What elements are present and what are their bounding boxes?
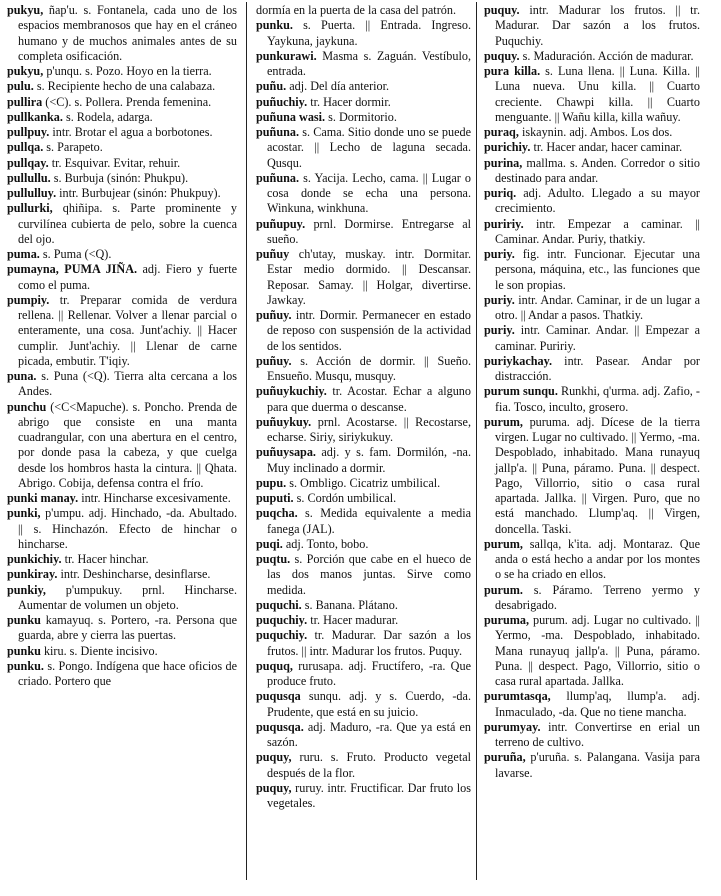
entry-headword: punchu — [7, 399, 47, 414]
dictionary-entry — [484, 537, 700, 583]
dictionary-entry — [7, 64, 237, 79]
entry-headword: punki, — [7, 506, 41, 521]
dictionary-entry — [7, 491, 237, 506]
column-2 — [256, 3, 471, 811]
entry-definition: s. Medida equivalente a media fanega (JAL). — [267, 506, 471, 536]
entry-headword: punki manay. — [7, 491, 79, 505]
entry-definition: s. Porción que cabe en el hueco de las dos manos juntas. Sirve como medida. — [267, 552, 471, 597]
entry-headword: punkichiy. — [7, 552, 62, 566]
dictionary-entry — [256, 720, 471, 751]
entry-headword: puquchi. — [256, 597, 302, 612]
dictionary-entry — [256, 217, 471, 248]
entry-definition: s. Yacija. Lecho, cama. || Lugar o cosa donde se echa una persona. Winkuna, winkhuna. — [267, 170, 471, 216]
entry-definition: intr. Madurar los frutos. || tr. Madurar. Dar sazón a los frutos. Puquchiy. — [495, 3, 700, 48]
dictionary-entry — [256, 79, 471, 94]
entry-headword: puñu. — [256, 79, 287, 94]
entry-definition: intr. Pasear. Andar por distracción. — [495, 353, 700, 383]
dictionary-entry — [256, 491, 471, 506]
entry-headword: punku — [7, 643, 41, 658]
column-3 — [484, 3, 700, 781]
entry-headword: puquy, — [256, 780, 292, 795]
entry-headword: puririy. — [484, 216, 524, 231]
dictionary-entry — [7, 95, 237, 110]
entry-headword: puquy. — [484, 48, 520, 63]
entry-definition: adj. Maduro, -ra. Que ya está en sazón. — [267, 719, 471, 749]
dictionary-entry — [484, 49, 700, 64]
dictionary-entry — [256, 537, 471, 552]
dictionary-entry — [7, 369, 237, 400]
entry-definition: tr. Esquivar. Evitar, rehuir. — [48, 155, 181, 170]
entry-definition: ch'utay, muskay. intr. Dormitar. Estar medio dormido. || Descansar. Reposar. Samay. || Holgar, divertirse. Jawkay. — [267, 247, 471, 307]
entry-definition: adj. Tonto, bobo. — [282, 536, 369, 551]
entry-headword: pullqay. — [7, 155, 49, 170]
entry-definition: s. Banana. Plátano. — [301, 597, 398, 612]
entry-definition: mallma. s. Anden. Corredor o sitio destinado para andar. — [495, 155, 700, 185]
entry-definition: s. Recipiente hecho de una calabaza. — [33, 79, 216, 94]
entry-headword: puquy. — [484, 3, 520, 17]
dictionary-entry — [484, 415, 700, 537]
entry-headword: puriq. — [484, 186, 517, 200]
entry-definition: tr. Hacer madurar. — [307, 613, 399, 627]
entry-definition: kiru. s. Diente incisivo. — [40, 643, 158, 658]
entry-definition: s. Pongo. Indígena que hace oficios de criado. Portero que — [18, 658, 237, 688]
dictionary-entry — [7, 79, 237, 94]
entry-headword: puriy. — [484, 323, 515, 338]
entry-headword: puputi. — [256, 491, 294, 505]
entry-definition: ñap'u. s. Fontanela, cada uno de los espacios membranosos que hay en el cráneo humano y de muchos animales antes de su completa osificación. — [18, 3, 237, 63]
entry-definition: intr. Dormir. Permanecer en estado de reposo con suspensión de la actividad de los sentidos. — [267, 308, 471, 353]
dictionary-entry — [256, 95, 471, 110]
dictionary-entry — [256, 110, 471, 125]
entry-headword: puñuna wasi. — [256, 109, 326, 124]
entry-definition: adj. y s. fam. Dormilón, -na. Muy inclinado a dormir. — [267, 445, 471, 475]
dictionary-entry — [484, 720, 700, 751]
entry-headword: puraq, — [484, 125, 519, 139]
entry-definition: iskaynin. adj. Ambos. Los dos. — [518, 125, 673, 139]
entry-headword: pupu. — [256, 475, 287, 490]
dictionary-entry — [256, 308, 471, 354]
entry-headword: pulu. — [7, 79, 34, 94]
column-1 — [7, 3, 237, 689]
dictionary-entry — [7, 186, 237, 201]
entry-definition: s. Burbuja (sinón: Phukpu). — [50, 170, 189, 185]
entry-definition: prnl. Acostarse. || Recostarse, echarse. Siriy, siriykukuy. — [267, 414, 471, 444]
entry-headword: puqusqa. — [256, 719, 304, 734]
entry-definition: p'umpu. adj. Hinchado, -da. Abultado. || s. Hinchazón. Efecto de hinchar o hincharse. — [18, 506, 237, 551]
entry-headword: puriykachay. — [484, 353, 553, 368]
entry-headword: puqtu. — [256, 552, 291, 566]
entry-definition: kamayuq. s. Portero, -ra. Persona que guarda, abre y cierra las puertas. — [18, 613, 237, 643]
dictionary-entry — [7, 247, 237, 262]
entry-headword: purum, — [484, 536, 523, 551]
column-divider — [246, 2, 247, 880]
entry-definition: intr. Hincharse excesivamente. — [78, 491, 231, 505]
entry-definition: p'umpukuy. prnl. Hincharse. Aumentar de volumen un objeto. — [18, 582, 237, 612]
entry-headword: punkurawi. — [256, 48, 317, 63]
entry-definition: s. Páramo. Terreno yermo y desabrigado. — [495, 582, 700, 612]
entry-headword: pullpuy. — [7, 125, 50, 139]
dictionary-entry — [7, 293, 237, 369]
entry-headword: punkiray. — [7, 567, 58, 582]
entry-headword: puñuy. — [256, 353, 292, 368]
entry-definition: llump'aq, llump'a. adj. Inmaculado, -da. Que no tiene mancha. — [495, 689, 700, 719]
entry-definition: tr. Hacer dormir. — [307, 94, 391, 109]
dictionary-entry — [256, 506, 471, 537]
entry-headword: purichiy. — [484, 140, 531, 155]
dictionary-entry — [484, 140, 700, 155]
entry-definition: intr. Deshincharse, desinflarse. — [57, 567, 211, 582]
dictionary-entry — [7, 125, 237, 140]
dictionary-entry — [256, 445, 471, 476]
dictionary-entry — [7, 506, 237, 552]
entry-definition: intr. Convertirse en erial un terreno de cultivo. — [495, 719, 700, 749]
dictionary-entry — [7, 201, 237, 247]
entry-definition: sunqu. adj. y s. Cuerdo, -da. Prudente, que está en su juicio. — [267, 689, 471, 719]
dictionary-entry — [484, 64, 700, 125]
dictionary-entry — [7, 659, 237, 690]
entry-definition: tr. Preparar comida de verdura rellena. || Rellenar. Volver a llenar parcial o enteramente, una cosa. Junt'achiy. || Hacer cumplir. Junt'achiy. || Llenar de carne picada, embutir. T'iqiy. — [18, 292, 237, 368]
entry-headword: puruña, — [484, 750, 526, 765]
dictionary-entry — [256, 613, 471, 628]
entry-definition: intr. Brotar el agua a borbotones. — [49, 125, 213, 139]
dictionary-entry — [256, 598, 471, 613]
dictionary-entry — [7, 644, 237, 659]
entry-headword: pullulluy. — [7, 186, 57, 200]
entry-definition: puruma. adj. Dícese de la tierra virgen. Lugar no cultivado. || Yermo, -ma. Despoblado, inhabitado. Mana runayuq jallp'a. || Puna, páramo. Puna. || despect. Pago, Villorrio, sitio o casa rural apartada. Jallka. || Virgen. Puro, que no está manchado. Llump'aq. || Virgen, doncella. Taski. — [495, 414, 700, 536]
dictionary-entry — [256, 171, 471, 217]
entry-definition: prnl. Dormirse. Entregarse al sueño. — [267, 216, 471, 246]
entry-definition: intr. Andar. Caminar, ir de un lugar a otro. || Andar a pasos. Thatkiy. — [495, 292, 700, 322]
entry-headword: puñuna. — [256, 170, 300, 185]
entry-headword: puquchiy. — [256, 613, 308, 627]
entry-headword: pukyu, — [7, 3, 44, 17]
entry-definition: s. Puerta. || Entrada. Ingreso. Yaykuna, jaykuna. — [267, 18, 471, 48]
entry-headword: purumyay. — [484, 719, 541, 734]
entry-headword: pumpiy. — [7, 292, 50, 307]
entry-definition: tr. Hacer hinchar. — [61, 552, 149, 566]
dictionary-entry — [256, 552, 471, 598]
dictionary-entry — [484, 247, 700, 293]
entry-definition: sallqa, k'ita. adj. Montaraz. Que anda o está hecho a andar por los montes o se ha criado en ellos. — [495, 536, 700, 582]
dictionary-entry — [256, 659, 471, 690]
entry-headword: purum. — [484, 582, 523, 597]
entry-headword: pullurki, — [7, 201, 53, 216]
dictionary-entry — [7, 567, 237, 582]
entry-headword: puquq, — [256, 658, 293, 673]
entry-headword: puma. — [7, 247, 40, 261]
entry-definition: (<C<Mapuche). s. Poncho. Prenda de abrigo que consiste en una manta cuadrangular, con una abertura en el centro, por donde pasa la cabeza, y que cuelga desde los hombros hasta la cintura. || Qhata. Abrigo. Cobija, defensa contra el frío. — [18, 399, 237, 490]
dictionary-entry — [7, 140, 237, 155]
entry-definition: adj. Adulto. Llegado a su mayor crecimiento. — [495, 186, 700, 216]
entry-definition: qhiñipa. s. Parte prominente y curvilínea cubierta de pelo, sobre la cuenca del ojo. — [18, 201, 237, 246]
entry-definition: intr. Caminar. Andar. || Empezar a caminar. Puririy. — [495, 323, 700, 353]
entry-definition: s. Puma (<Q). — [39, 247, 112, 261]
dictionary-entry — [484, 354, 700, 385]
entry-definition: intr. Burbujear (sinón: Phukpuy). — [56, 186, 221, 200]
dictionary-entry — [484, 125, 700, 140]
entry-definition: adj. Del día anterior. — [286, 79, 390, 94]
entry-headword: puruma, — [484, 613, 530, 627]
entry-definition: s. Cama. Sitio donde uno se puede acostar. || Lecho de laguna secada. Qusqu. — [267, 125, 471, 170]
column-divider — [476, 2, 477, 880]
entry-definition: purum. adj. Lugar no cultivado. || Yermo, -ma. Despoblado, inhabitado. Mana runayuq jallp'a. || Puna, páramo. Puna. || despect. Pago, Villorrio, sitio o casa rural apartada. Jallka. — [495, 613, 700, 688]
entry-definition: s. Cordón umbilical. — [293, 491, 397, 505]
entry-definition: intr. Empezar a caminar. || Caminar. Andar. Puriy, thatkiy. — [495, 216, 700, 246]
dictionary-entry — [256, 415, 471, 446]
entry-definition: tr. Hacer andar, hacer caminar. — [530, 140, 683, 155]
entry-headword: puñuykuchiy. — [256, 384, 327, 399]
entry-headword: pullkanka. — [7, 109, 63, 124]
entry-headword: pura killa. — [484, 64, 541, 78]
entry-definition: s. Dormitorio. — [325, 109, 397, 124]
entry-headword: pullullu. — [7, 170, 51, 185]
entry-headword: puñuna. — [256, 125, 300, 139]
entry-definition: fig. intr. Funcionar. Ejecutar una persona, máquina, etc., las funciones que le son propias. — [495, 247, 700, 292]
entry-definition: p'uruña. s. Palangana. Vasija para lavarse. — [495, 750, 700, 780]
entry-headword: puqcha. — [256, 506, 298, 521]
dictionary-entry — [7, 613, 237, 644]
dictionary-entry — [256, 18, 471, 49]
entry-headword: puna. — [7, 369, 37, 383]
entry-headword: punku. — [7, 658, 44, 673]
entry-definition: p'unqu. s. Pozo. Hoyo en la tierra. — [43, 64, 212, 78]
dictionary-entry — [484, 156, 700, 187]
dictionary-entry — [7, 171, 237, 186]
dictionary-entry — [256, 354, 471, 385]
entry-headword: puñupuy. — [256, 216, 306, 231]
dictionary-entry — [256, 49, 471, 80]
dictionary-entry — [484, 217, 700, 248]
entry-definition: tr. Acostar. Echar a alguno para que duerma o descanse. — [267, 384, 471, 414]
dictionary-entry — [7, 262, 237, 293]
entry-definition: s. Rodela, adarga. — [62, 109, 153, 124]
entry-headword: pukyu, — [7, 64, 44, 78]
entry-headword: purina, — [484, 155, 523, 170]
dictionary-entry — [256, 781, 471, 812]
entry-definition: tr. Madurar. Dar sazón a los frutos. || intr. Madurar los frutos. Puquy. — [267, 628, 471, 658]
entry-headword: puñuy. — [256, 308, 292, 322]
dictionary-entry — [256, 3, 471, 18]
dictionary-entry — [7, 156, 237, 171]
entry-definition: ruru. s. Fruto. Producto vegetal después de la flor. — [267, 750, 471, 780]
entry-headword: purum, — [484, 414, 523, 429]
dictionary-entry — [7, 110, 237, 125]
entry-headword: puqusqa — [256, 689, 301, 704]
entry-headword: puñuysapa. — [256, 445, 316, 460]
dictionary-entry — [256, 750, 471, 781]
dictionary-entry — [484, 613, 700, 689]
entry-headword: punku — [7, 613, 41, 627]
dictionary-entry — [256, 247, 471, 308]
dictionary-entry — [484, 186, 700, 217]
entry-definition: s. Ombligo. Cicatriz umbilical. — [286, 475, 441, 490]
entry-definition: Runkhi, q'urma. adj. Zafio, -fia. Tosco, inculto, grosero. — [495, 384, 700, 414]
entry-definition: dormía en la puerta de la casa del patrón. — [256, 3, 456, 17]
dictionary-entry — [7, 552, 237, 567]
dictionary-entry — [7, 583, 237, 614]
entry-headword: puriy. — [484, 292, 515, 307]
entry-definition: s. Acción de dormir. || Sueño. Ensueño. Musqu, musquy. — [267, 353, 471, 383]
entry-headword: puñuchiy. — [256, 94, 308, 109]
entry-definition: Masma s. Zaguán. Vestíbulo, entrada. — [267, 48, 471, 78]
dictionary-entry — [484, 323, 700, 354]
entry-definition: s. Luna llena. || Luna. Killa. || Luna nueva. Unu killa. || Cuarto creciente. Chawpi killa. || Cuarto menguante. || Wañu killa, killa wañuy. — [495, 64, 700, 124]
entry-headword: purumtasqa, — [484, 689, 551, 704]
entry-headword: pumayna, PUMA JIÑA. — [7, 262, 138, 277]
entry-definition: s. Parapeto. — [43, 140, 103, 155]
dictionary-entry — [484, 384, 700, 415]
entry-headword: puriy. — [484, 247, 515, 261]
entry-headword: puquchiy. — [256, 628, 308, 643]
entry-headword: punku. — [256, 18, 293, 33]
entry-definition: ruruy. intr. Fructificar. Dar fruto los vegetales. — [267, 780, 471, 810]
entry-headword: puqi. — [256, 536, 283, 551]
dictionary-entry — [484, 689, 700, 720]
entry-headword: purum sunqu. — [484, 384, 558, 399]
entry-headword: punkiy, — [7, 582, 46, 597]
dictionary-entry — [484, 750, 700, 781]
dictionary-entry — [7, 3, 237, 64]
dictionary-entry — [484, 583, 700, 614]
dictionary-entry — [256, 125, 471, 171]
entry-headword: puñuykuy. — [256, 414, 312, 429]
entry-headword: puquy, — [256, 750, 292, 765]
dictionary-entry — [256, 689, 471, 720]
dictionary-entry — [256, 384, 471, 415]
entry-headword: puñuy — [256, 247, 290, 261]
entry-definition: rurusapa. adj. Fructífero, -ra. Que produce fruto. — [267, 658, 471, 688]
dictionary-entry — [484, 3, 700, 49]
entry-definition: adj. Fiero y fuerte como el puma. — [18, 262, 237, 292]
entry-definition: (<C). s. Pollera. Prenda femenina. — [42, 94, 212, 109]
dictionary-entry — [7, 400, 237, 492]
entry-headword: pullqa. — [7, 140, 44, 155]
dictionary-entry — [484, 293, 700, 324]
entry-definition: s. Puna (<Q). Tierra alta cercana a los Andes. — [18, 369, 237, 399]
dictionary-entry — [256, 628, 471, 659]
entry-headword: pullira — [7, 94, 43, 109]
entry-definition: s. Maduración. Acción de madurar. — [519, 48, 694, 63]
dictionary-entry — [256, 476, 471, 491]
